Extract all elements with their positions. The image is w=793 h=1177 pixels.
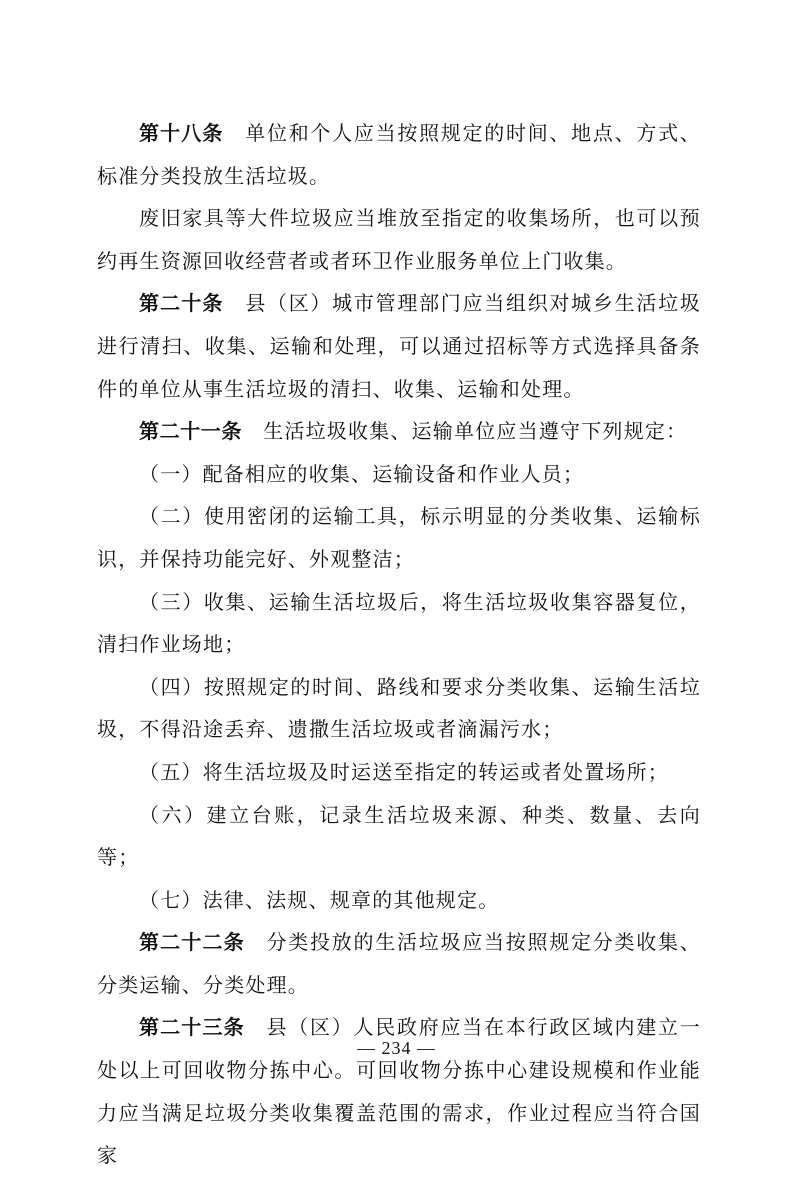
paragraph-art18 <box>97 112 701 197</box>
paragraph-text: （七）法律、法规、规章的其他规定。 <box>139 887 500 912</box>
paragraph-text: 废旧家具等大件垃圾应当堆放至指定的收集场所，也可以预约再生资源回收经营者或者环卫作业服务单位上门收集。 <box>97 206 701 273</box>
paragraph <box>97 197 701 282</box>
paragraph-text: （六）建立台账，记录生活垃圾来源、种类、数量、去向等； <box>97 802 701 870</box>
article-heading: 第二十二条 <box>139 930 245 955</box>
paragraph-text: 单位和个人应当按照规定的时间、地点、方式、标准分类投放生活垃圾。 <box>97 121 701 188</box>
paragraph-text: 县（区）城市管理部门应当组织对城乡生活垃圾进行清扫、收集、运输和处理，可以通过招标等方式选择具备条件的单位从事生活垃圾的清扫、收集、运输和处理。 <box>97 291 701 401</box>
paragraph-text: （二）使用密闭的运输工具，标示明显的分类收集、运输标识，并保持功能完好、外观整洁； <box>97 504 701 571</box>
list-item <box>97 453 701 496</box>
paragraph-art22 <box>97 921 701 1006</box>
list-item <box>97 581 701 666</box>
page-number: — 234 — <box>357 1038 436 1058</box>
article-heading: 第二十一条 <box>139 419 242 444</box>
paragraph-text: 分类投放的生活垃圾应当按照规定分类收集、分类运输、分类处理。 <box>97 930 702 997</box>
list-item <box>97 495 701 580</box>
paragraph-art20 <box>97 282 701 410</box>
article-heading: 第二十三条 <box>139 1015 245 1040</box>
paragraph-text: （三）收集、运输生活垃圾后，将生活垃圾收集容器复位，清扫作业场地； <box>97 589 701 657</box>
paragraph-text: （一）配备相应的收集、运输设备和作业人员； <box>139 461 585 486</box>
paragraph-text: （五）将生活垃圾及时运送至指定的转运或者处置场所； <box>139 759 669 784</box>
paragraph-text: （四）按照规定的时间、路线和要求分类收集、运输生活垃圾，不得沿途丢弃、遗撒生活垃圾或者滴漏污水； <box>97 674 701 742</box>
article-heading: 第十八条 <box>139 121 224 145</box>
list-item <box>97 751 701 794</box>
paragraph-art23 <box>97 1006 701 1176</box>
paragraph-text: 生活垃圾收集、运输单位应当遵守下列规定： <box>263 419 688 444</box>
article-heading: 第二十条 <box>139 291 224 316</box>
list-item <box>97 879 701 922</box>
list-item <box>97 666 701 751</box>
paragraph-art21 <box>97 410 701 453</box>
list-item <box>97 794 701 879</box>
document-body <box>97 112 701 1177</box>
paragraph-text: 县（区）人民政府应当在本行政区域内建立一处以上可回收物分拣中心。可回收物分拣中心建设规模和作业能力应当满足垃圾分类收集覆盖范围的需求，作业过程应当符合国家 <box>97 1015 702 1168</box>
